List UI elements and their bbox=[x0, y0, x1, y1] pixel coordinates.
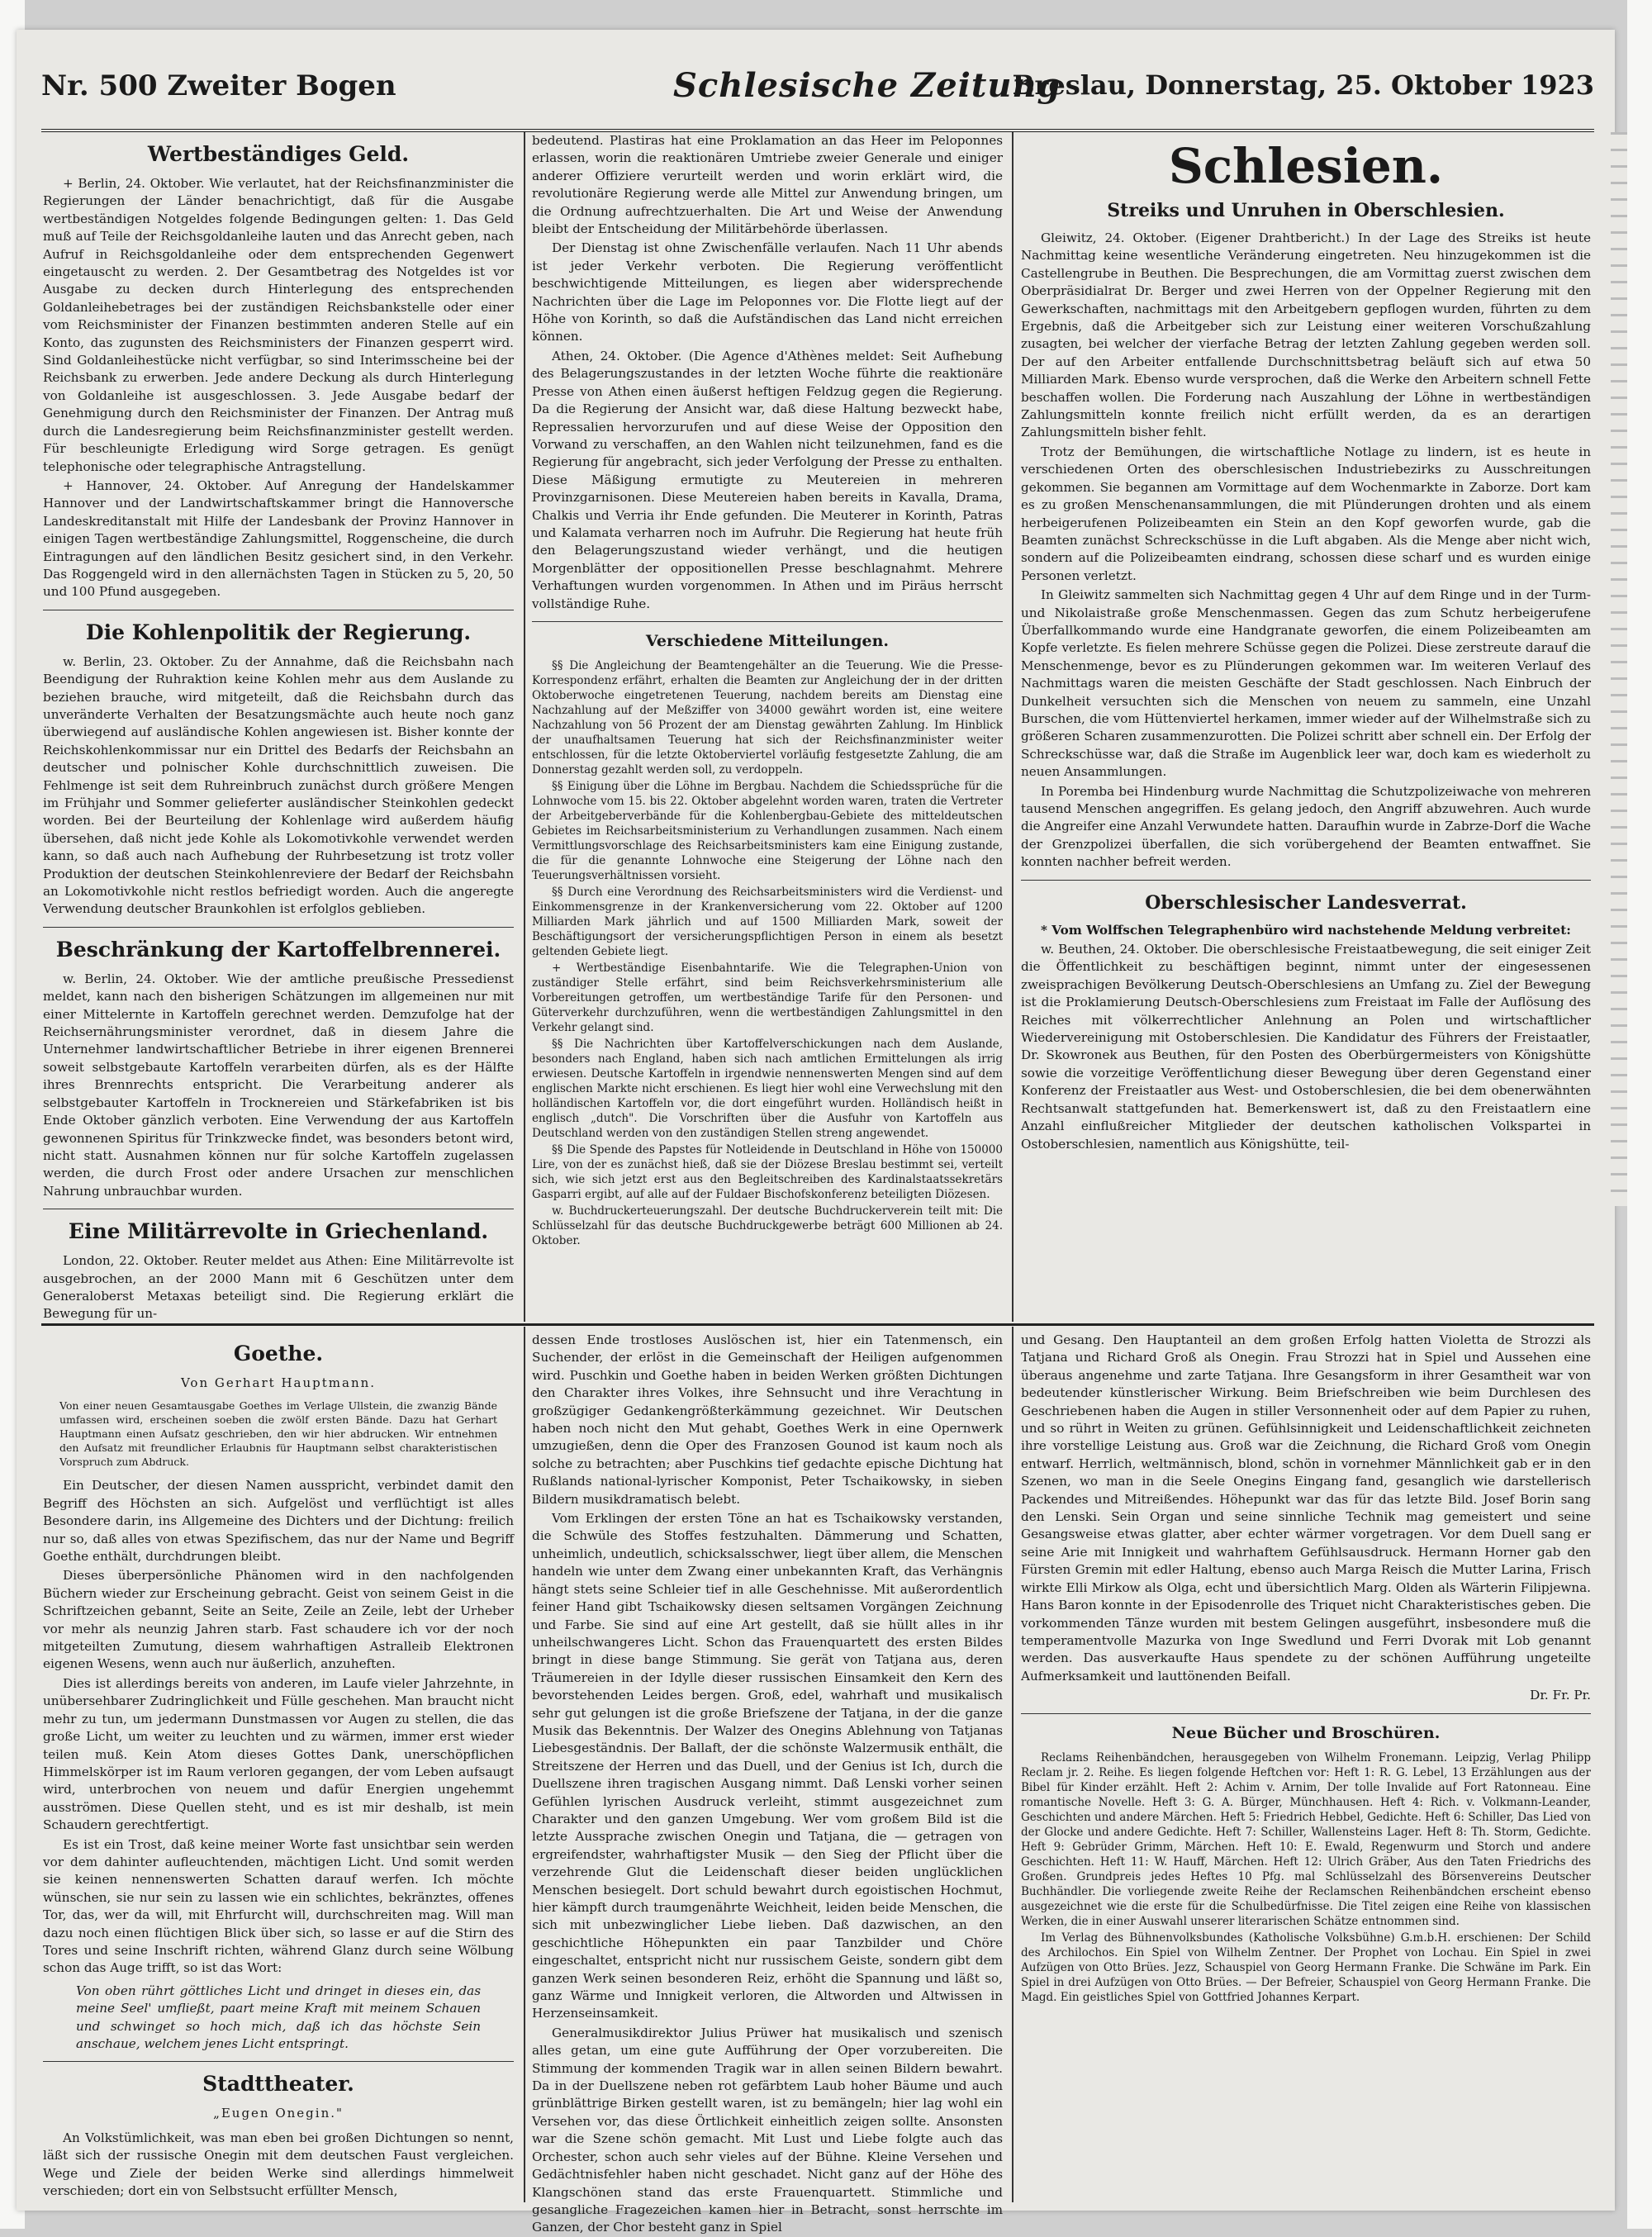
column-rule bbox=[524, 132, 525, 1322]
article-paragraph: und Gesang. Den Hauptanteil an dem großen Erfolg hatten Violetta de Strozzi als Tatjana und Richard Groß als Onegin. Frau Strozzi hat in Spiel und Aussehen eine überaus angenehme und zarte Tatjana. Ihre Gesangsform in ihrer Gesamtheit war von bedeutender künstlerischer Wirkung. Beim Briefschreiben wie beim Durchlesen des Geschriebenen haben die Augen in stiller Versonnenheit oder auf dem Papier zu ruhen, und so rührt in Weiten zu grünen. Gefühlsinnigkeit und Leidenschaftlichkeit zeichneten ihre vorstellige Leistung aus. Groß war die Zeichnung, die Richard Groß vom Onegin entwarf. Herrlich, weltmännisch, blond, schön in vornehmer Männlichkeit gab er in den Szenen, wo man in die Seele Onegins Eingang fand, gesanglich wie darstellerisch Packendes und Mitreißendes. Höhepunkt war das für das letzte Bild. Josef Borin sang den Lenski. Sein Organ und seine sinnliche Technik mag gemeistert und seine Gesangsweise etwas glatter, aber echter wärmer vorgetragen. Vor dem Duell sang er seine Arie mit Innigkeit und wahrhaftem Gefühlsausdruck. Hermann Horner gab den Fürsten Gremin mit edler Haltung, ebenso auch Marga Reisch die Mutter Larina, Frisch wirkte Elli Mirkow als Olga, echt und übersichtlich Marg. Olden als Wärterin Filipjewna. Hans Baron konnte in der Episodenrolle des Triquet nicht Charakteristisches geben. Die vorkommenden Tänze wurden mit bestem Gelingen ausgeführt, insbesondere muß die temperamentvolle Mazurka von Inge Swedlund und Ferri Dvorak mit Lob genannt werden. Das ausverkaufte Haus spendete zu der schönen Aufführung ungeteilte Aufmerksamkeit und lauttönenden Beifall. bbox=[1021, 1332, 1591, 1684]
page-edge-right bbox=[1627, 0, 1652, 2229]
article-paragraph: Gleiwitz, 24. Oktober. (Eigener Drahtbericht.) In der Lage des Streiks ist heute Nachmittag keine wesentliche Veränderung eingetreten. Neu hinzugekommen ist die Castellengrube in Beuthen. Die Besprechungen, die am Vormittag zuerst zwischen dem Oberpräsidialrat Dr. Berger und zwei Herren von der Oppelner Regierung mit den Gewerkschaften, nachmittags mit den Arbeitgebern gepflogen wurden, führten zu dem Ergebnis, daß die Arbeitgeber sich zur Leistung einer weiteren Vorschußzahlung zusagten, bei welcher der vierfache Betrag der letzten Zahlung gegeben werden soll. Der auf den Arbeiter entfallende Durchschnittsbetrag beläuft sich auf etwa 50 Milliarden Mark. Ebenso wurde versprochen, daß die Werke den Arbeitern schnell Fette beschaffen wollen. Die Forderung nach Auszahlung der Löhne in wertbeständigen Zahlungsmitteln konnte freilich nicht erfüllt werden, da es an derartigen Zahlungsmitteln bisher fehlt. bbox=[1021, 230, 1591, 440]
quoted-verse: Von oben rührt göttliches Licht und dringet in dieses ein, das meine Seel' umfließt, paart meine Kraft mit meinem Schauen und schwinget so hoch mich, daß ich das höchste Sein anschaue, welchem jenes Licht entspringt. bbox=[76, 1983, 481, 2051]
divider bbox=[43, 2061, 514, 2062]
article-paragraph: In Poremba bei Hindenburg wurde Nachmittag die Schutzpolizeiwache von mehreren tausend Menschen angegriffen. Es gelang jedoch, den Angriff abzuwehren. Auch wurde die Angreifer eine Anzahl Verwundete hatten. Daraufhin wurde in Zabrze-Dorf die Wache der Grenzpolizei überfallen, die sich vorübergehend der Beamten entwaffnet. Sie konnten nachher befreit werden. bbox=[1021, 783, 1591, 870]
article-paragraph: Vom Erklingen der ersten Töne an hat es Tschaikowsky verstanden, die Schwüle des Stoffes festzuhalten. Dämmerung und Schatten, unheimlich, undeutlich, schicksalsschwer, liegt über allem, die Menschen handeln wie unter dem Zwang einer unbekannten Kraft, das Verhängnis hängt stets seine Schleier tief in alle Geschehnisse. Mit außerordentlich feiner Hand gibt Tschaikowsky diesen seltsamen Vorgängen Zeichnung und Farbe. Sie sind auf eine Art gestellt, daß sie hüllt alles in ihr unheilschwangeres Licht. Schon das Frauenquartett des ersten Bildes bringt in diese bange Stimmung. Sie gerät von Tatjana aus, deren Träumereien in der Idylle dieser russischen Einsamkeit den Kern des bevorstehenden Leides bergen. Groß, edel, wahrhaft und musikalisch sehr gut gelungen ist die große Briefszene der Tatjana, in der die ganze Musik das Bekenntnis. Der Walzer des Onegins Ablehnung von Tatjanas Liebesgeständnis. Der Ballaft, der die schönste Walzermusik enthält, die Streitszene der Herren und das Duell, und der Genius ist Ich, durch die Duellszene ihren tragischen Ausgang nimmt. Daß Lenski vorher seinen Gefühlen lyrischen Ausdruck verleiht, stimmt ausgezeichnet zum Charakter und den ganzen Umgebung. Wer vom großem Bild ist die letzte Aussprache zwischen Onegin und Tatjana, die — getragen von ergreifendster, wahrhaftigster Musik — den Sieg der Pflicht über die verzehrende Glut die Leidenschaft dieser beiden unglücklichen Menschen besiegelt. Dort schuld bewahrt durch egoistischen Hochmut, hier kämpft durch traumgenährte Weichheit, leiden beide Menschen, die sich mit unbezwinglicher Liebe lieben. Daß dazwischen, an den geschichtliche Höhepunkten ein paar Tanzbilder und Chöre eingeschaltet, entspricht nicht nur russischem Geiste, sondern gibt dem ganzen Werk seinen besonderen Reiz, erhöht die Spannung und läßt so, ganz Wärme und Innigkeit verloren, die Altworden und Altwissen in Herzenseinsamkeit. bbox=[532, 1511, 1003, 2021]
section-rule bbox=[41, 1323, 1594, 1326]
feuilleton-column-3 bbox=[1021, 1332, 1591, 2199]
article-paragraph: An Volkstümlichkeit, was man eben bei großen Dichtungen so nennt, läßt sich der russische Onegin mit dem deutschen Faust vergleichen. Wege und Ziele der beiden Werke sind allerdings himmelweit verschieden; dort ein von Selbstsucht erfüllter Mensch, bbox=[43, 2130, 514, 2199]
article-paragraph: + Berlin, 24. Oktober. Wie verlautet, hat der Reichsfinanzminister die Regierungen der Länder benachrichtigt, daß für die Ausgabe wertbeständigen Notgeldes folgende Bedingungen gelten: 1. Das Geld muß auf Teile der Reichsgoldanleihe lauten und das Anrecht geben, nach Aufruf in Reichsgoldanleihe oder dem entsprechenden Gegenwert eingetauscht zu werden. 2. Der Gesamtbetrag des Notgeldes ist vor Ausgabe zu decken durch Hinterlegung des entsprechenden Goldanleihebetrages bei der zuständigen Reichsbankstelle oder einer vom Reichsminister der Finanzen bestimmten anderen Stelle auf ein Konto, das zugunsten des Reichsministers der Finanzen gesperrt wird. Sind Goldanleihestücke nicht verfügbar, so sind Interimsscheine bei der Reichsbank zu erwerben. Jede andere Deckung als durch Hinterlegung von Goldanleihe ist ausgeschlossen. 3. Jede Ausgabe bedarf der Genehmigung durch den Reichsminister der Finanzen. Der Antrag muß durch die Landesregierung beim Reichsfinanzminister gestellt werden. Für beschleunigte Erledigung wird Sorge getragen. Es genügt telephonische oder telegraphische Antragstellung. bbox=[43, 176, 514, 474]
editorial-note: Von einer neuen Gesamtausgabe Goethes im Verlage Ullstein, die zwanzig Bände umfassen wird, erscheinen soeben die zwölf ersten Bände. Dazu hat Gerhart Hauptmann einen Aufsatz geschrieben, den wir hier abdrucken. Wir entnehmen den Aufsatz mit freundlicher Erlaubnis für Hauptmann selbst charakteristischen Vorspruch zum Abdruck. bbox=[59, 1399, 497, 1469]
column-rule bbox=[1012, 132, 1014, 1322]
article-paragraph: Trotz der Bemühungen, die wirtschaftliche Notlage zu lindern, ist es heute in verschiedenen Orten des oberschlesischen Industriebezirks zu Ausschreitungen gekommen. Sie begannen am Vormittage auf dem Wochenmarkte in Zaborze. Dort kam es zu großen Menschenansammlungen, die mit Plünderungen drohten und als einem herbeigerufenen Polizeibeamten ein Stein an den Kopf geworfen wurde, gab die Beamten zunächst Schreckschüsse in die Luft abgaben. Als die Menge aber nicht wich, sondern auf die Polizeibeamten eindrang, schossen diese scharf und es wurden einige Personen verletzt. bbox=[1021, 444, 1591, 583]
article-paragraph: w. Buchdruckerteuerungszahl. Der deutsche Buchdruckerverein teilt mit: Die Schlüsselzahl für das deutsche Buchdruckgewerbe beträgt 600 Millionen ab 24. Oktober. bbox=[532, 1204, 1003, 1247]
article-paragraph: Generalmusikdirektor Julius Prüwer hat musikalisch und szenisch alles getan, um eine gute Aufführung der Oper vorzubereiten. Die Stimmung der kommenden Tragik war in allen seinen Bildern bewahrt. Da in der Duellszene neben rot gefärbtem Laub hoher Bäume und auch grünblättrige Birken gestellt waren, ist zu bemängeln; hier lag wohl ein Versehen vor, das diese Örtlichkeit einheitlich zeigen sollte. Ansonsten war die Szene schön gemacht. Mit Lust und Liebe folgte auch das Orchester, schon auch sehr vieles auf der Bühne. Kleine Versehen und Gedächtnisfehler haben nicht geschadet. Nicht ganz auf der Höhe des Klangschönen stand das erste Frauenquartett. Stimmliche und gesangliche Fragezeichen kamen hier in Betracht, sonst herrschte im Ganzen, der Chor besteht ganz in Spiel bbox=[532, 2025, 1003, 2235]
article-paragraph: Der Dienstag ist ohne Zwischenfälle verlaufen. Nach 11 Uhr abends ist jeder Verkehr verboten. Die Regierung veröffentlicht beschwichtigende Mitteilungen, es liegen aber widersprechende Nachrichten über die Lage im Peloponnes vor. Die Flotte liegt auf der Höhe von Korinth, so daß die Aufständischen das Land nicht erreichen können. bbox=[532, 240, 1003, 344]
section-title-schlesien: Schlesien. bbox=[1168, 138, 1444, 194]
headline-kohlenpolitik: Die Kohlenpolitik der Regierung. bbox=[85, 620, 472, 644]
newspaper-title: Schlesische Zeitung bbox=[673, 66, 1061, 105]
article-paragraph: §§ Einigung über die Löhne im Bergbau. Nachdem die Schiedssprüche für die Lohnwoche vom 15. bis 22. Oktober abgelehnt worden waren, traten die Vertreter der Arbeitgeberverbände für die Kohlenbergbau-Gebiete des mitteldeutschen Gebietes im Reichsarbeitsministerium zu Verhandlungen zusammen. Nach einem Vermittlungsvorschlage des Reichsarbeitsministers kam eine Einigung zustande, die für die genannte Lohnwoche eine Steigerung der Löhne nach den Teuerungsverhältnissen vorsieht. bbox=[532, 779, 1003, 882]
article-paragraph: Dieses überpersönliche Phänomen wird in den nachfolgenden Büchern wieder zur Erscheinung gebracht. Geist von seinem Geist in die Schriftzeichen gebannt, Seite an Seite, Zeile an Zeile, lebt der Urheber vor mehr als neunzig Jahren starb. Fast schaudere ich vor der noch mitgeteilten Zumutung, diesem wahrhaftigen Astralleib Elektronen eigenen Wesens, wenn auch nur äußerlich, anzuheften. bbox=[43, 1568, 514, 1672]
signature: Dr. Fr. Pr. bbox=[1530, 1688, 1591, 1703]
article-paragraph: bedeutend. Plastiras hat eine Proklamation an das Heer im Peloponnes erlassen, worin die reaktionären Umtriebe zweier Generale und einiger anderer Offiziere verurteilt werden und worin erklärt wird, die revolutionäre Regierung werde alle Mittel zur Anwendung bringen, um die Ordnung aufrechtzuerhalten. Die Art und Weise der Anwendung bleibt der Entscheidung der Militärbehörde überlassen. bbox=[532, 133, 1003, 237]
masthead bbox=[41, 55, 1594, 132]
headline-wertbestaendiges-geld: Wertbeständiges Geld. bbox=[147, 142, 410, 166]
next-page-bleed bbox=[1611, 132, 1627, 1206]
headline-goethe: Goethe. bbox=[233, 1342, 324, 1365]
article-paragraph: Athen, 24. Oktober. (Die Agence d'Athènes meldet: Seit Aufhebung des Belagerungszustandes in der letzten Woche führte die reaktionäre Presse von Athen einen äußerst heftigen Feldzug gegen die Regierung. Da die Regierung der Ansicht war, daß diese Haltung bezweckt habe, Repressalien hervorzurufen und auf diese Weise der Opposition den Vorwand zu verschaffen, an den Wahlen nicht teilzunehmen, fand es die Regierung für angebracht, sich jeder Verfolgung der Presse zu enthalten. Diese Mäßigung ermutigte zu Meutereien in mehreren Provinzgarnisonen. Diese Meutereien haben bereits in Kavalla, Drama, Chalkis und Verria ihr Ende gefunden. Die Meuterer in Korinth, Patras und Kalamata verharren noch im Aufruhr. Die Regierung hat heute früh den Belagerungszustand wieder verhängt, und die heutigen Morgenblätter der oppositionellen Presse beschlagnahmt. Mehrere Verhaftungen wurden vorgenommen. In Athen und im Piräus herrscht vollständige Ruhe. bbox=[532, 348, 1003, 611]
article-paragraph: §§ Durch eine Verordnung des Reichsarbeitsministers wird die Verdienst- und Einkommensgrenze in der Krankenversicherung vom 22. Oktober auf 1200 Milliarden Mark jährlich und auf 1500 Milliarden Mark, soweit der Beschäftigungsort der versicherungspflichtigen Person in einem als besetzt geltenden Gebiete liegt. bbox=[532, 885, 1003, 958]
divider bbox=[43, 927, 514, 928]
review-subtitle: „Eugen Onegin." bbox=[213, 2106, 344, 2121]
column-rule bbox=[524, 1327, 525, 2202]
headline-verschiedene-mitteilungen: Verschiedene Mitteilungen. bbox=[645, 631, 890, 650]
divider bbox=[1021, 880, 1591, 881]
column-rule bbox=[1012, 1327, 1014, 2202]
feuilleton-column-1 bbox=[43, 1332, 514, 2199]
column-1 bbox=[43, 132, 514, 1322]
article-paragraph: Dies ist allerdings bereits von anderen, im Laufe vieler Jahrzehnte, in unübersehbarer Zudringlichkeit und Fülle geschehen. Man braucht nicht mehr zu tun, um jedermann Dunstmassen vor Augen zu stellen, die das große Licht, um weiter zu leuchten und zu wärmen, immer erst wieder teilen muß. Kein Atom dieses Gottes Dank, unerschöpflichen Himmelskörper ist im Raum verloren gegangen, der vom Leben aufsaugt wird, unterbrochen von neuem und dafür Energien ungehemmt ausströmen. Diese Quellen steht, und es ist mir deshalb, ist mein Schaudern gerechtfertigt. bbox=[43, 1675, 514, 1833]
article-paragraph: §§ Die Spende des Papstes für Notleidende in Deutschland in Höhe von 150000 Lire, von der es zunächst hieß, daß sie der Diözese Breslau bestimmt sei, verteilt sich, wie sich jetzt erst aus den Begleitschreiben des Kardinalstaatssekretärs Gasparri ergibt, auf alle auf der Fuldaer Bischofskonferenz beteiligten Diözesen. bbox=[532, 1142, 1003, 1201]
headline-stadttheater: Stadttheater. bbox=[202, 2072, 354, 2097]
issue-number: Nr. 500 Zweiter Bogen bbox=[41, 69, 396, 102]
article-paragraph: + Hannover, 24. Oktober. Auf Anregung der Handelskammer Hannover und der Landwirtschaftskammer bringt die Hannoversche Landeskreditanstalt mit Hilfe der Landesbank der Provinz Hannover in einigen Tagen wertbeständige Zahlungsmittel, Roggenscheine, die durch Eintragungen auf den ländlichen Besitz gesichert sind, in den Verkehr. Das Roggengeld wird in den allernächsten Tagen in Stücken zu 5, 20, 50 und 100 Pfund ausgegeben. bbox=[43, 477, 514, 600]
article-paragraph: Es ist ein Trost, daß keine meiner Worte fast unsichtbar sein werden vor dem dahinter aufleuchtenden, mächtigen Licht. Und somit werden sie keinen nennenswerten Schatten darauf werfen. Ich möchte wünschen, sie nur sein zu lassen wie ein schlichtes, bekränztes, offenes Tor, das, wer da will, mit Ehrfurcht will, durchschreiten mag. Will man dazu noch einen flüchtigen Blick über sich, so lasse er auf die Stirn des Tores und seine Inschrift richten, während Glanz durch seine Wölbung schon das Auge trifft, so ist das Wort: bbox=[43, 1836, 514, 1976]
divider bbox=[532, 621, 1003, 622]
issue-date: Breslau, Donnerstag, 25. Oktober 1923 bbox=[1012, 69, 1594, 101]
article-paragraph: Ein Deutscher, der diesen Namen ausspricht, verbindet damit den Begriff des Höchsten an sich. Aufgelöst und verflüchtigt ist alles Besondere darin, ins Allgemeine des Dichters und der Dichtung: freilich nur so, daß alles von etwas Spezifischem, das nur der Name und Begriff Goethe enthält, durchdrungen bleibt. bbox=[43, 1478, 514, 1565]
article-paragraph: London, 22. Oktober. Reuter meldet aus Athen: Eine Militärrevolte ist ausgebrochen, an der 2000 Mann mit 6 Geschützen unter dem Generaloberst Metaxas beteiligt sind. Die Regierung erklärt die Bewegung für un- bbox=[43, 1253, 514, 1322]
column-3 bbox=[1021, 132, 1591, 1318]
headline-landesverrat: Oberschlesischer Landesverrat. bbox=[1145, 891, 1467, 914]
article-paragraph: §§ Die Angleichung der Beamtengehälter an die Teuerung. Wie die Presse-Korrespondenz erfährt, erhalten die Beamten zur Angleichung der in der dritten Oktoberwoche eingetretenen Teuerung, nachdem bereits am Dienstag eine Nachzahlung auf der Meßziffer von 34000 gewährt worden ist, eine weitere Nachzahlung von 56 Prozent der am Dienstag gewährten Zahlung. Im Hinblick der unaufhaltsamen Teuerung hat sich der Reichsfinanzminister weiter entschlossen, für die letzte Oktoberviertel vorläufig festgesetzte Zahlung, die am Donnerstag gezahlt werden soll, zu verdoppeln. bbox=[532, 658, 1003, 777]
article-paragraph: Reclams Reihenbändchen, herausgegeben von Wilhelm Fronemann. Leipzig, Verlag Philipp Reclam jr. 2. Reihe. Es liegen folgende Heftchen vor: Heft 1: R. G. Lebel, 13 Erzählungen aus der Bibel für Kinder erzählt. Heft 2: Achim v. Arnim, Der tolle Invalide auf Fort Ratonneau. Eine romantische Novelle. Heft 3: G. A. Bürger, Münchhausen. Heft 4: Rich. v. Volkmann-Leander, Geschichten und andere Märchen. Heft 5: Friedrich Hebbel, Gedichte. Heft 6: Schiller, Das Lied von der Glocke und andere Gedichte. Heft 7: Schiller, Wallensteins Lager. Heft 8: Th. Storm, Gedichte. Heft 9: Gebrüder Grimm, Märchen. Heft 10: E. Ewald, Regenwurm und Storch und andere Geschichten. Heft 11: W. Hauff, Märchen. Heft 12: Ulrich Gräber, Aus den Taten Friedrichs des Großen. Grundpreis jedes Heftes 10 Pfg. mal Schlüsselzahl des Börsenvereins Deutscher Buchhändler. Die vorliegende zweite Reihe der Reclamschen Reihenbändchen erscheint ebenso ausgezeichnet wie die erste für die Schulbedürfnisse. Die Titel zeigen eine Reihe von klassischen Werken, die in einer Auswahl unserer literarischen Schätze entnommen sind. bbox=[1021, 1750, 1591, 1928]
article-paragraph: * Vom Wolffschen Telegraphenbüro wird nachstehende Meldung verbreitet: bbox=[1041, 922, 1571, 938]
headline-kartoffelbrennerei: Beschränkung der Kartoffelbrennerei. bbox=[55, 937, 501, 962]
article-paragraph: w. Berlin, 24. Oktober. Wie der amtliche preußische Pressedienst meldet, kann nach den bisherigen Schätzungen im allgemeinen nur mit einer Mittelernte in Kartoffeln gerechnet werden. Demzufolge hat der Reichsernährungsminister verordnet, daß in diesem Jahre die Unternehmer landwirtschaftlicher Betriebe in ihrer eigenen Brennerei soweit selbstgebaute Kartoffeln verarbeiten dürfen, als es der Hälfte ihres Brennrechts entspricht. Die Verarbeitung anderer als selbstgebauter Kartoffeln in Trocknereien und Stärkefabriken ist bis Ende Oktober gänzlich verboten. Eine Verwendung der aus Kartoffeln gewonnenen Spiritus für Trinkzwecke findet, was besonders betont wird, nicht statt. Ausnahmen können nur für solche Kartoffeln zugelassen werden, die durch Frost oder andere Ursachen zur menschlichen Nahrung unbrauchbar wurden. bbox=[43, 971, 514, 1199]
article-paragraph: §§ Die Nachrichten über Kartoffelverschickungen nach dem Auslande, besonders nach England, haben sich nach amtlichen Ermittelungen als irrig erwiesen. Deutsche Kartoffeln in irgendwie nennenswerten Mengen sind auf dem englischen Markte nicht erschienen. Es liegt hier wohl eine Verwechslung mit den holländischen Kartoffeln vor, die dort eingeführt wurden. Holländisch heißt in englisch „dutch". Die Vorschriften über die Ausfuhr von Kartoffeln aus Deutschland werden von den zuständigen Stellen streng angewendet. bbox=[532, 1037, 1003, 1140]
divider bbox=[1021, 1713, 1591, 1714]
article-paragraph: dessen Ende trostloses Auslöschen ist, hier ein Tatenmensch, ein Suchender, der erlöst in die Gemeinschaft der Heiligen aufgenommen wird. Puschkin und Goethe haben in beiden Werken größten Dichtungen den Charakter ihres Volkes, ihre Sehnsucht und ihre Verachtung in großzügiger Gedankengrößterkämmung gezeichnet. Wir Deutschen haben noch nicht den Mut gehabt, Goethes Werk in eine Opernwerk umzugießen, denn die Oper des Franzosen Gounod ist kaum noch als solche zu betrachten; aber Puschkins tief gedachte epische Dichtung hat Rußlands national-lyrischer Komponist, Peter Tschaikowsky, in sieben Bildern musikdramatisch belebt. bbox=[532, 1332, 1003, 1507]
article-paragraph: + Wertbeständige Eisenbahntarife. Wie die Telegraphen-Union von zuständiger Stelle erfährt, sind beim Reichsverkehrsministerium alle Vorbereitungen getroffen, um wertbeständige Tarife für den Personen- und Güterverkehr durchzuführen, wenn die wertbeständigen Zahlungsmittel in den Verkehr gelangt sind. bbox=[532, 961, 1003, 1034]
headline-streiks: Streiks und Unruhen in Oberschlesien. bbox=[1107, 200, 1505, 221]
article-paragraph: In Gleiwitz sammelten sich Nachmittag gegen 4 Uhr auf dem Ringe und in der Turm- und Nikolaistraße große Menschenmassen. Gegen das zum Schutz herbeigerufene Überfallkommando wurde eine Handgranate geworfen, die einem Polizeibeamten am Kopfe verletzte. Es fielen mehrere Schüsse gegen die Polizei. Diese zerstreute darauf die Menschenmenge, bevor es zu Plünderungen gekommen war. Im weiteren Verlauf des Nachmittags waren die meisten Geschäfte der Stadt geschlossen. Nach Einbruch der Dunkelheit versuchten sich die Menschen von neuem zu sammeln, eine Unzahl Burschen, die vom Hüttenviertel herkamen, immer wieder auf der Wilhelmstraße sich zu größeren Scharen zusammenzurotten. Die Polizei schritt aber schnell ein. Der Erfolg der Schreckschüsse war, daß die Straße im Augenblick leer war, doch kam es wiederholt zu neuen Ansammlungen. bbox=[1021, 587, 1591, 780]
article-paragraph: w. Beuthen, 24. Oktober. Die oberschlesische Freistaatbewegung, die seit einiger Zeit die Öffentlichkeit zu beschäftigen beginnt, nimmt unter der eingesessenen zweisprachigen Bevölkerung Deutsch-Oberschlesiens an Umfang zu. Ziel der Bewegung ist die Proklamierung Deutsch-Oberschlesiens zum Freistaat im Falle der Auflösung des Reiches mit völkerrechtlicher Anlehnung an Polen und wirtschaftlicher Wiedervereinigung mit Ostoberschlesien. Die Kandidatur des Führers der Freistaatler, Dr. Skowronek aus Beuthen, für den Posten des Oberbürgermeisters von Königshütte sowie die vorzeitige Veröffentlichung dieser Bewegung über deren Gegenstand einer Konferenz der Freistaatler aus West- und Ostoberschlesien, die bei dem obenerwähnten Rechtsanwalt stattgefunden hat. Bemerkenswert ist, daß zu den Freistaatlern eine Anzahl einflußreicher Mitglieder der deutschen katholischen Volkspartei in Ostoberschlesien, namentlich aus Königshütte, teil- bbox=[1021, 942, 1591, 1152]
headline-neue-buecher: Neue Bücher und Broschüren. bbox=[1171, 1723, 1441, 1742]
byline: Von Gerhart Hauptmann. bbox=[180, 1375, 377, 1390]
feuilleton-column-2 bbox=[532, 1332, 1003, 2235]
article-paragraph: Im Verlag des Bühnenvolksbundes (Katholische Volksbühne) G.m.b.H. erschienen: Der Schild des Archilochos. Ein Spiel von Wilhelm Zentner. Der Prophet von Lochau. Ein Spiel in zwei Aufzügen von Otto Brües. Jezz, Schauspiel von Georg Hermann Franke. Die Schwäne im Park. Ein Spiel in drei Aufzügen von Otto Brües. — Der Befreier, Schauspiel von Georg Hermann Franke. Die Magd. Ein geistliches Spiel von Gottfried Johannes Kerpart. bbox=[1021, 1931, 1591, 2004]
column-2 bbox=[532, 132, 1003, 1318]
headline-militaerrevolte: Eine Militärrevolte in Griechenland. bbox=[68, 1219, 489, 1244]
article-paragraph: w. Berlin, 23. Oktober. Zu der Annahme, daß die Reichsbahn nach Beendigung der Ruhraktion keine Kohlen mehr aus dem Auslande zu beziehen brauche, wird mitgeteilt, daß die Reichsbahn durch das unveränderte Verhalten der Besatzungsmächte auch heute noch ganz überwiegend auf ausländische Kohlen angewiesen ist. Bisher konnte der Reichskohlenkommissar nur ein Drittel des Bedarfs der Reichsbahn an deutscher und polnischer Kohle durchschnittlich zuweisen. Die Fehlmenge ist seit dem Ruhreinbruch zunächst durch größere Mengen im Frühjahr und Sommer gelieferter ausländischer Steinkohlen gedeckt worden. Bei der Beurteilung der Kohlenlage wird außerdem häufig übersehen, daß nicht jede Kohle als Lokomotivkohle verwendet werden kann, so daß auch nach Aufhebung der Ruhrbesetzung ist trotz voller Produktion der deutschen Steinkohlenreviere der Bedarf der Reichsbahn an Lokomotivkohle nicht restlos befriedigt worden. Auch die angeregte Verwendung deutscher Braunkohlen ist erfolglos geblieben. bbox=[43, 653, 514, 917]
